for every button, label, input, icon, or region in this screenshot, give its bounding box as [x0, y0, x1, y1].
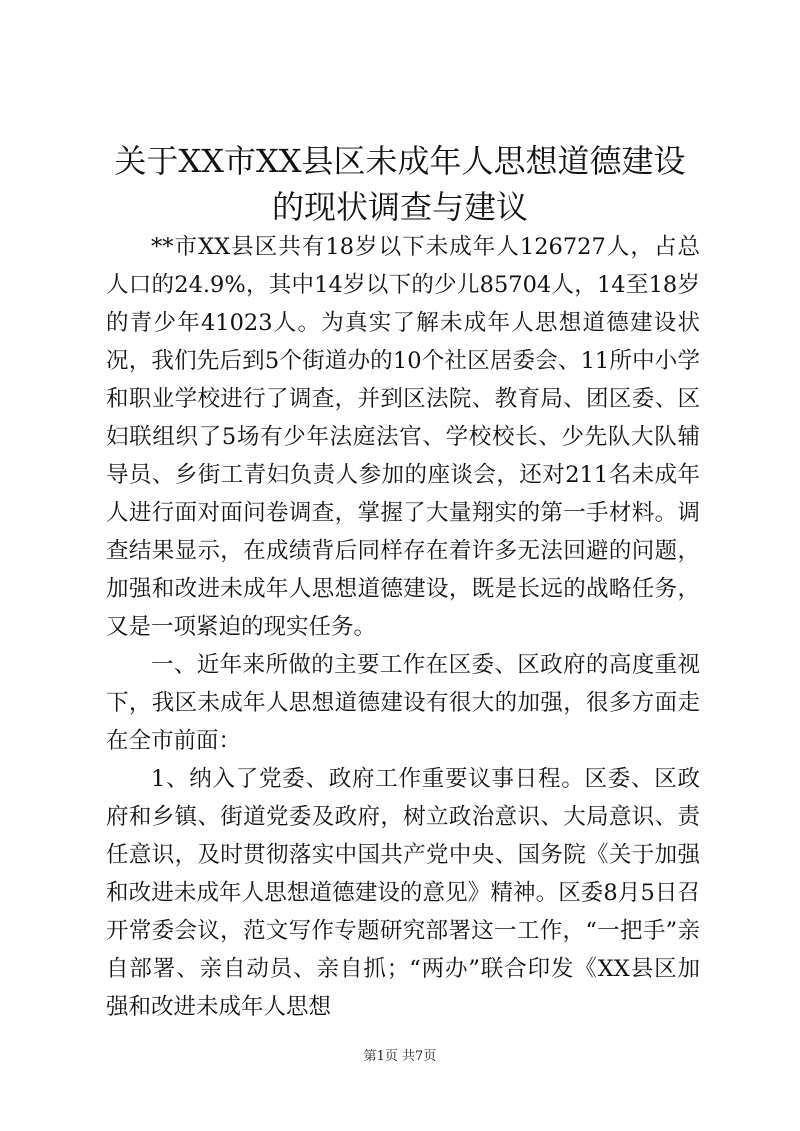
paragraph-intro: **市XX县区共有18岁以下未成年人126727人，占总人口的24.9%，其中14岁以下的少儿85704人，14至18岁的青少年41023人。为真实了解未成年人思想道德建设状况，我们先后到5个街道办的10个社区居委会、11所中小学和职业学校进行了调查，并到区法院、教育局、团区委、区妇联组织了5场有少年法庭法官、学校校长、少先队大队辅导员、乡街工青妇负责人参加的座谈会，还对211名未成年人进行面对面问卷调查，掌握了大量翔实的第一手材料。调查结果显示，在成绩背后同样存在着许多无法回避的问题，加强和改进未成年人思想道德建设，既是长远的战略任务，又是一项紧迫的现实任务。	[106, 234, 700, 640]
page-number-footer: 第1页 共7页	[363, 1049, 437, 1064]
document-body	[106, 228, 700, 1026]
paragraph-item-one: 1、纳入了党委、政府工作重要议事日程。区委、区政府和乡镇、街道党委及政府，树立政治意识、大局意识、责任意识，及时贯彻落实中国共产党中央、国务院《关于加强和改进未成年人思想道德建设的意见》精神。区委8月5日召开常委会议，范文写作专题研究部署这一工作，“一把手”亲自部署、亲自动员、亲自抓；“两办”联合印发《XX县区加强和改进未成年人思想	[106, 766, 700, 1020]
document-title: 关于XX市XX县区未成年人思想道德建设的现状调查与建议	[114, 142, 686, 226]
paragraph-section-one: 一、近年来所做的主要工作在区委、区政府的高度重视下，我区未成年人思想道德建设有很大的加强，很多方面走在全市前面：	[106, 652, 700, 754]
